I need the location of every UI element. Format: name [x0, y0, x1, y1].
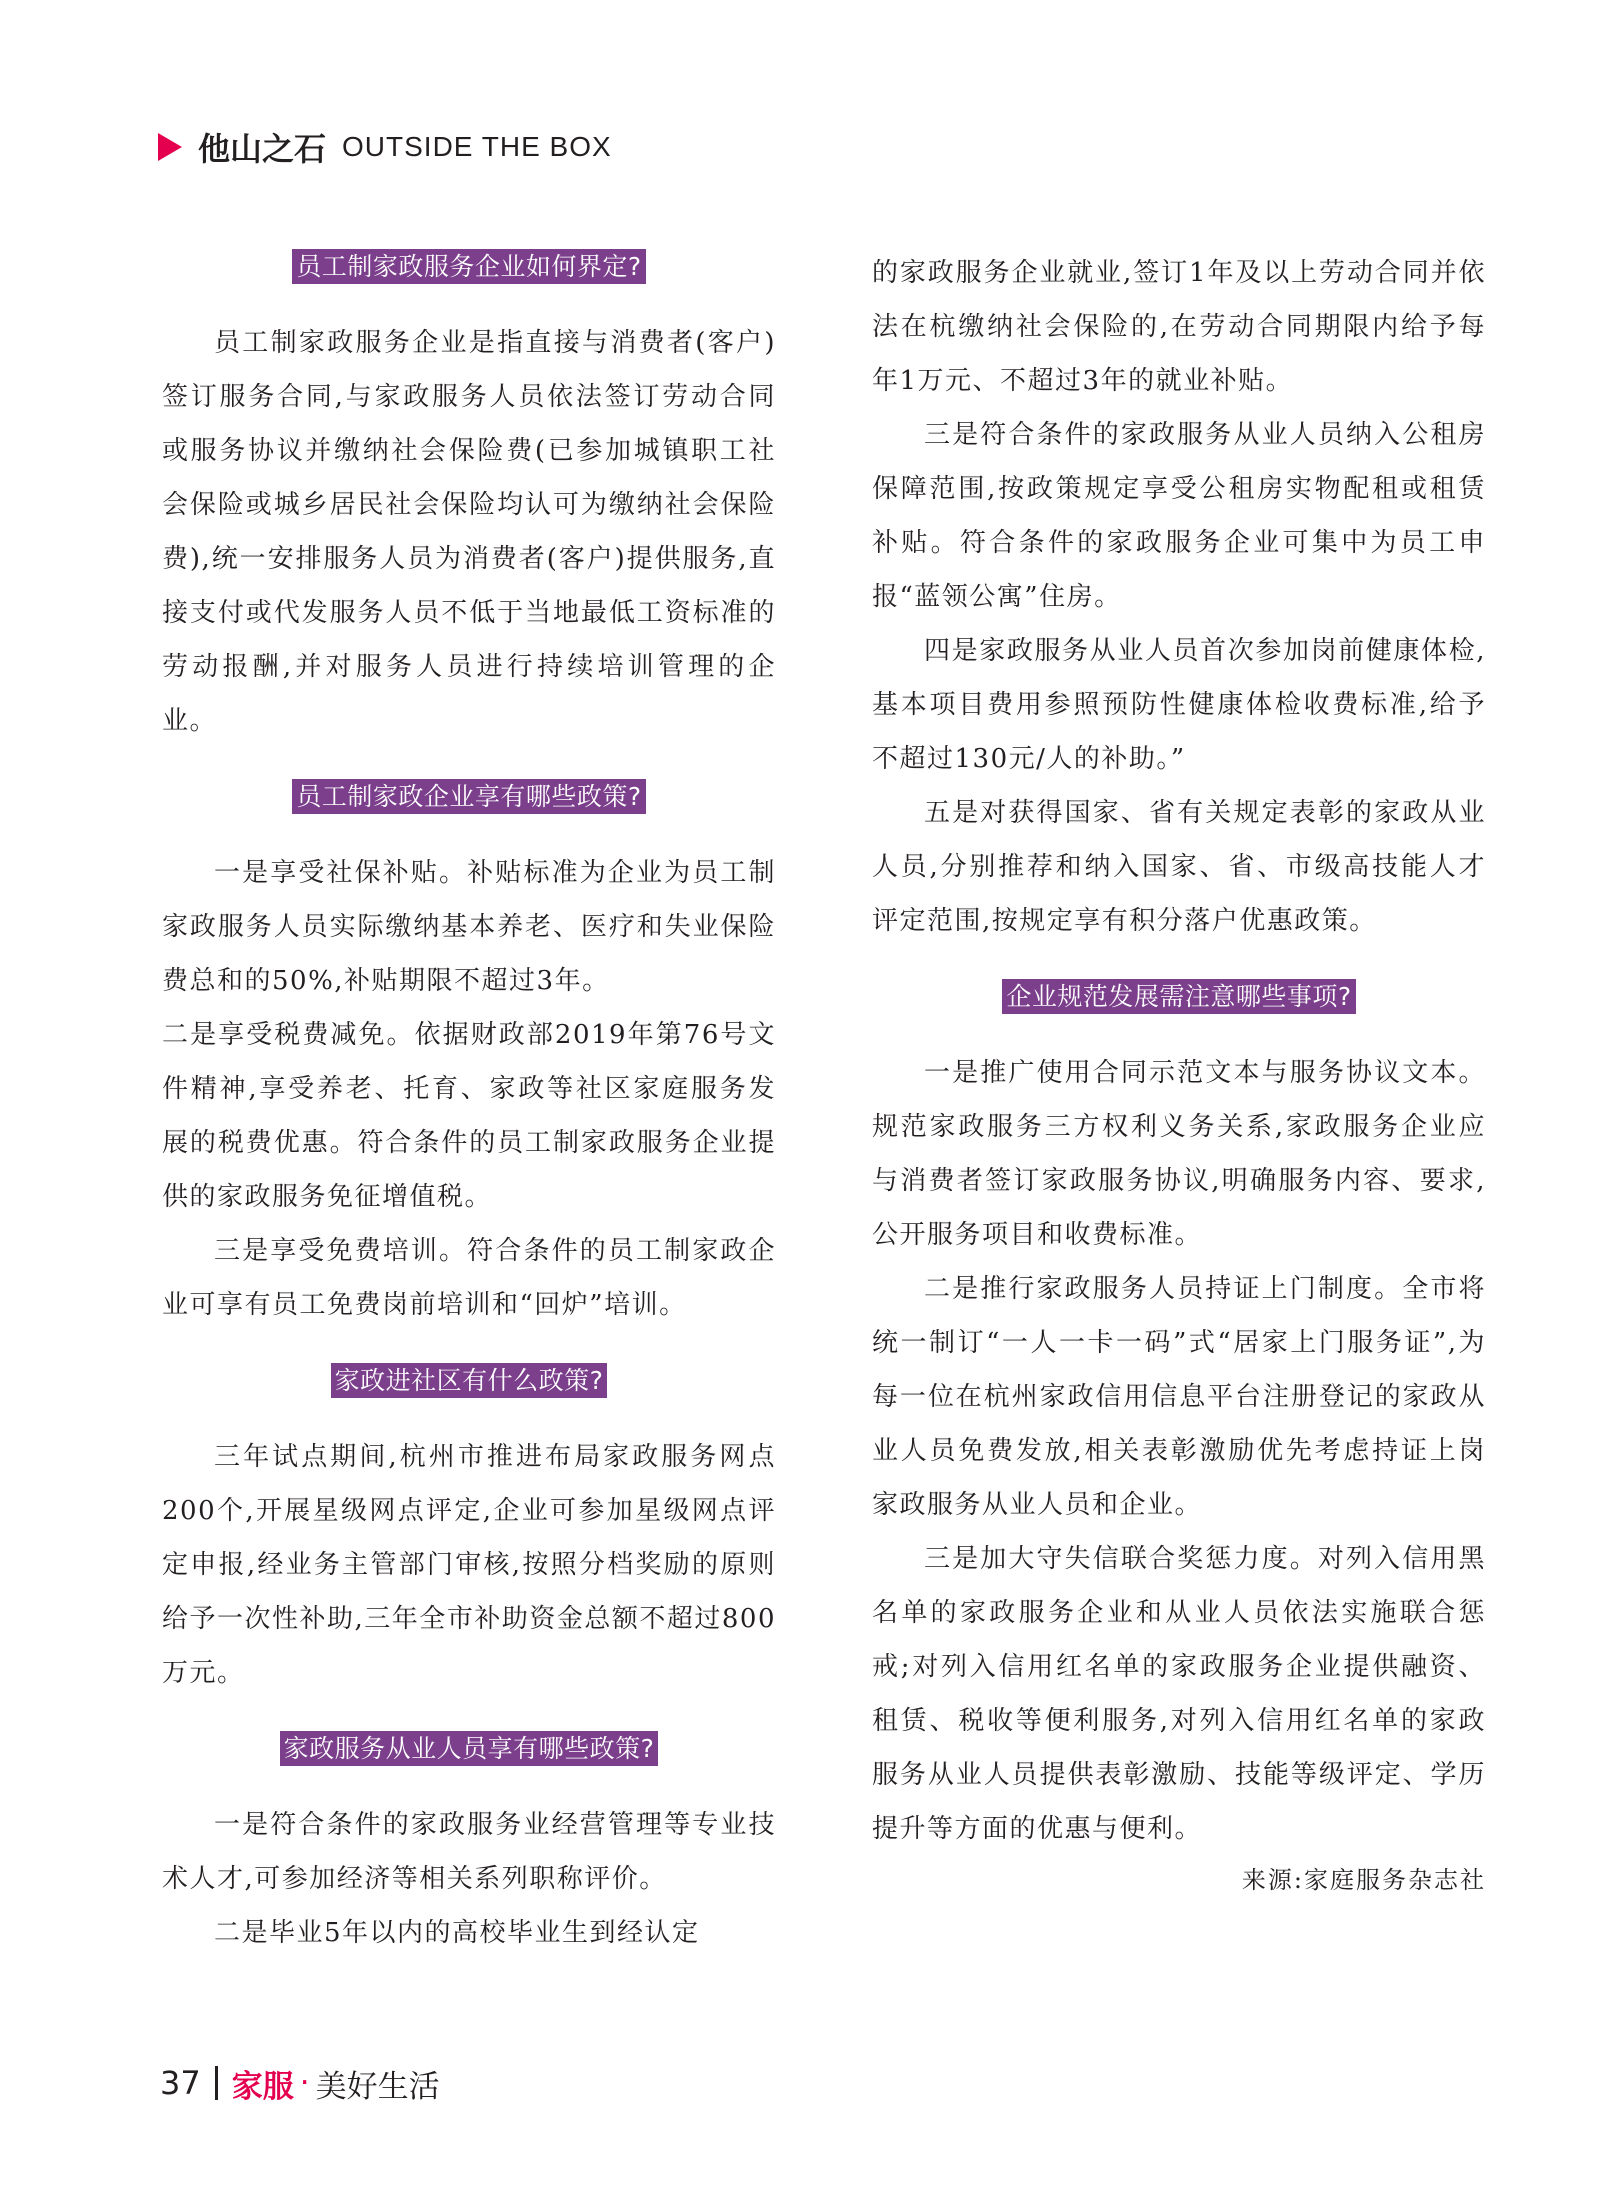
page-number: 37 — [160, 2064, 201, 2102]
paragraph: 三年试点期间,杭州市推进布局家政服务网点200个,开展星级网点评定,企业可参加星级网点评定申报,经业务主管部门审核,按照分档奖励的原则给予一次性补助,三年全市补助资金总额不超过800万元。 — [162, 1442, 776, 1688]
section-header — [158, 122, 612, 172]
paragraph: 一是推广使用合同示范文本与服务协议文本。规范家政服务三方权利义务关系,家政服务企业应与消费者签订家政服务协议,明确服务内容、要求,公开服务项目和收费标准。 — [872, 1058, 1486, 1250]
subheading-standard-development: 企业规范发展需注意哪些事项? — [872, 970, 1486, 1024]
source-credit: 来源:家庭服务杂志社 — [1241, 1866, 1486, 1894]
paragraph: 一是符合条件的家政服务业经营管理等专业技术人才,可参加经济等相关系列职称评价。 — [162, 1810, 776, 1894]
magazine-slogan: 美好生活 — [315, 2068, 440, 2105]
paragraph: 五是对获得国家、省有关规定表彰的家政从业人员,分别推荐和纳入国家、省、市级高技能人才评定范围,按规定享有积分落户优惠政策。 — [872, 798, 1486, 936]
magazine-brand: 家服 — [231, 2068, 294, 2105]
paragraph: 四是家政服务从业人员首次参加岗前健康体检,基本项目费用参照预防性健康体检收费标准,给予不超过130元/人的补助。” — [872, 636, 1486, 774]
paragraph: 三是享受免费培训。符合条件的员工制家政企业可享有员工免费岗前培训和“回炉”培训。 — [162, 1236, 776, 1320]
paragraph: 三是符合条件的家政服务从业人员纳入公租房保障范围,按政策规定享受公租房实物配租或租赁补贴。符合条件的家政服务企业可集中为员工申报“蓝领公寓”住房。 — [872, 420, 1486, 612]
section-title-en: OUTSIDE THE BOX — [342, 131, 612, 162]
right-column — [872, 246, 1486, 1904]
paragraph: 二是享受税费减免。依据财政部2019年第76号文件精神,享受养老、托育、家政等社区家庭服务发展的税费优惠。符合条件的员工制家政服务企业提供的家政服务免征增值税。 — [162, 1020, 776, 1212]
subheading-enterprise-policies: 员工制家政企业享有哪些政策? — [162, 770, 776, 824]
subheading-community-policies: 家政进社区有什么政策? — [162, 1354, 776, 1408]
subheading-enterprise-definition: 员工制家政服务企业如何界定? — [162, 240, 776, 294]
play-triangle-icon — [158, 133, 182, 161]
paragraph: 的家政服务企业就业,签订1年及以上劳动合同并依法在杭缴纳社会保险的,在劳动合同期限内给予每年1万元、不超过3年的就业补贴。 — [872, 258, 1486, 396]
footer-dot: · — [299, 2065, 310, 2101]
paragraph: 三是加大守失信联合奖惩力度。对列入信用黑名单的家政服务企业和从业人员依法实施联合惩戒;对列入信用红名单的家政服务企业提供融资、租赁、税收等便利服务,对列入信用红名单的家政服务从业人员提供表彰激励、技能等级评定、学历提升等方面的优惠与便利。 — [872, 1544, 1486, 1844]
left-column — [162, 240, 776, 1960]
paragraph: 二是推行家政服务人员持证上门制度。全市将统一制订“一人一卡一码”式“居家上门服务证”,为每一位在杭州家政信用信息平台注册登记的家政从业人员免费发放,相关表彰激励优先考虑持证上岗家政服务从业人员和企业。 — [872, 1274, 1486, 1520]
paragraph: 一是享受社保补贴。补贴标准为企业为员工制家政服务人员实际缴纳基本养老、医疗和失业保险费总和的50%,补贴期限不超过3年。 — [162, 858, 776, 996]
paragraph: 二是毕业5年以内的高校毕业生到经认定 — [214, 1918, 700, 1948]
footer-divider — [215, 2066, 218, 2100]
page-footer — [160, 2058, 440, 2108]
section-title-cn: 他山之石 — [198, 130, 327, 168]
subheading-worker-policies: 家政服务从业人员享有哪些政策? — [162, 1722, 776, 1776]
paragraph: 员工制家政服务企业是指直接与消费者(客户)签订服务合同,与家政服务人员依法签订劳动合同或服务协议并缴纳社会保险费(已参加城镇职工社会保险或城乡居民社会保险均认可为缴纳社会保险费),统一安排服务人员为消费者(客户)提供服务,直接支付或代发服务人员不低于当地最低工资标准的劳动报酬,并对服务人员进行持续培训管理的企业。 — [162, 328, 776, 736]
